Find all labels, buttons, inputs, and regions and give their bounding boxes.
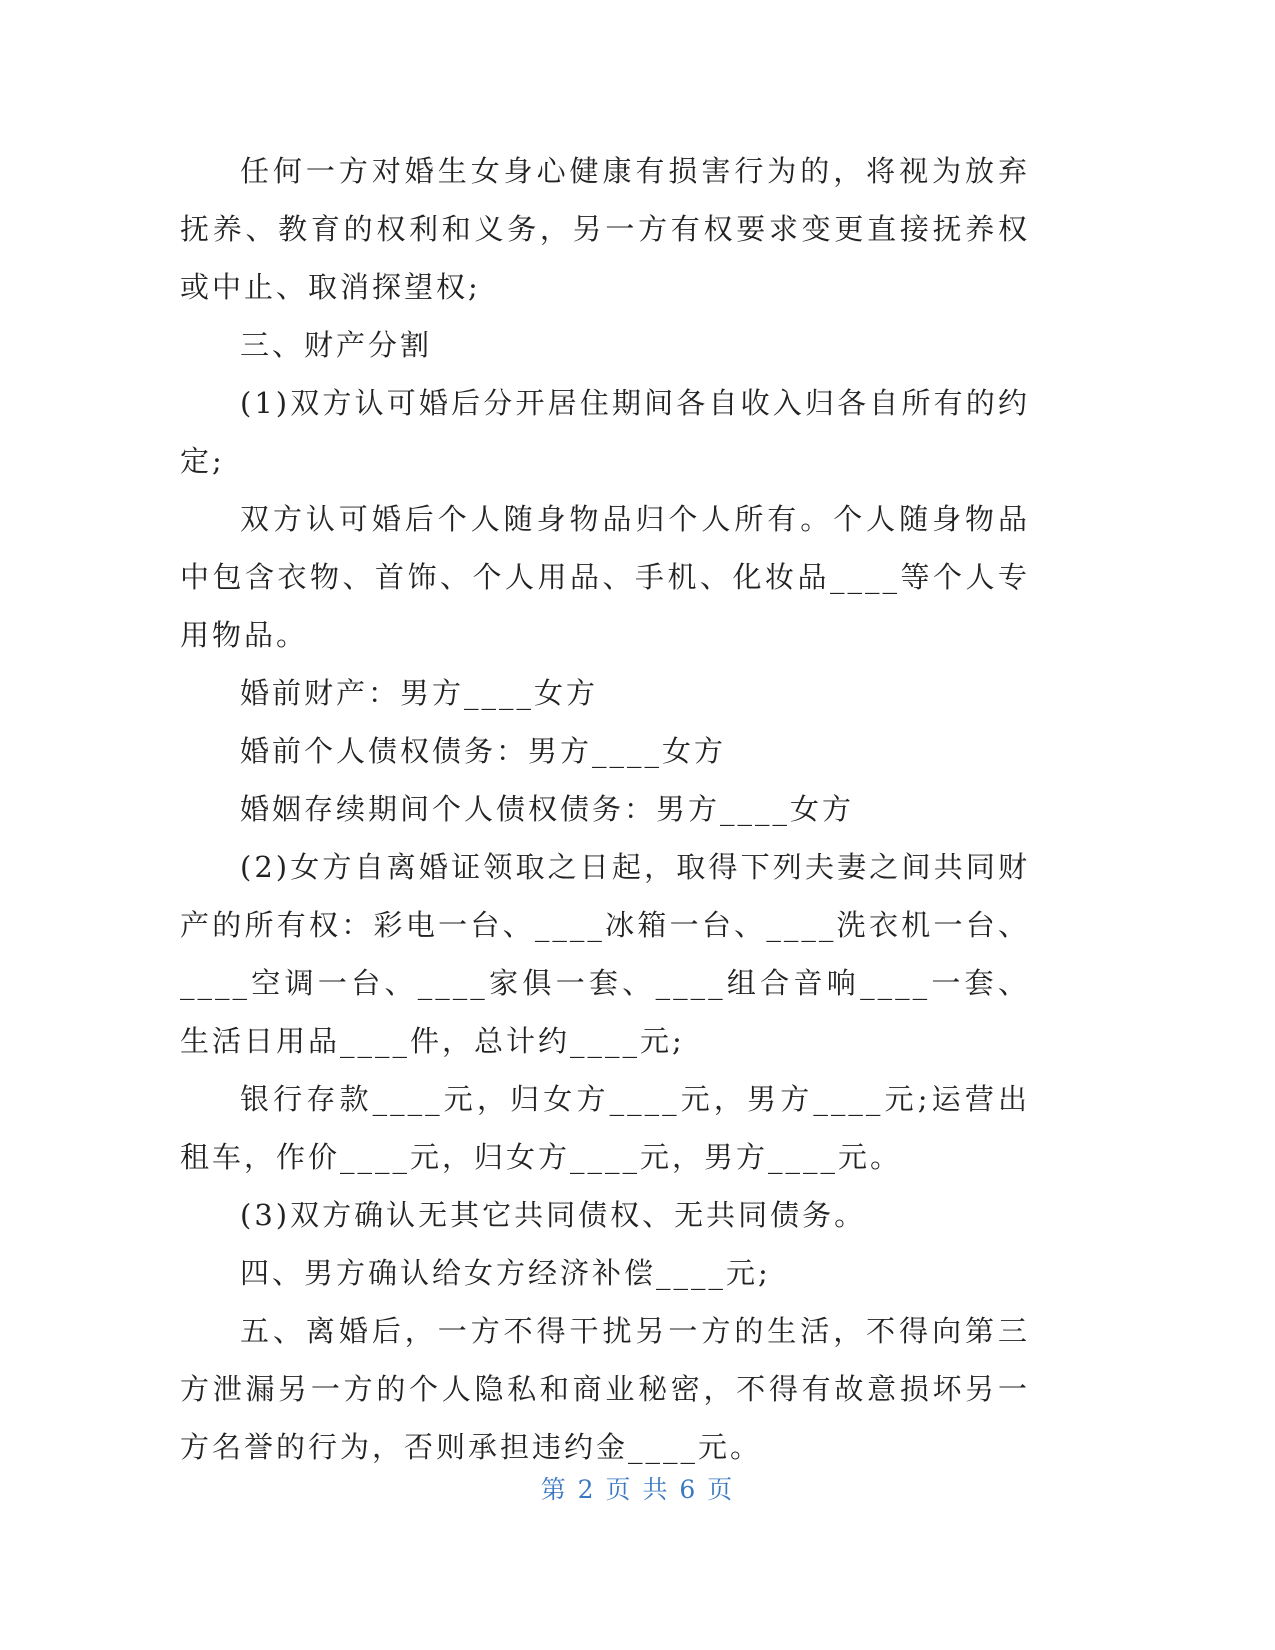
paragraph-income-agreement: (1)双方认可婚后分开居住期间各自收入归各自所有的约定;: [180, 386, 1030, 478]
paragraph-marital-debts: 婚姻存续期间个人债权债务：男方____女方: [240, 792, 855, 826]
paragraph-personal-items: 双方认可婚后个人随身物品归个人所有。个人随身物品中包含衣物、首饰、个人用品、手机、化妆品____等个人专用物品。: [180, 502, 1030, 652]
heading-property-division: 三、财产分割: [240, 328, 433, 362]
paragraph-bank-deposits: 银行存款____元，归女方____元，男方____元;运营出租车，作价____元，归女方____元，男方____元。: [180, 1082, 1030, 1174]
page-number-footer: 第 2 页 共 6 页: [540, 1475, 735, 1504]
document-body: [180, 142, 1030, 1476]
paragraph-compensation: 四、男方确认给女方经济补偿____元;: [240, 1256, 771, 1290]
paragraph-no-joint-debts: (3)双方确认无其它共同债权、无共同债务。: [240, 1198, 867, 1232]
paragraph-joint-property: (2)女方自离婚证领取之日起，取得下列夫妻之间共同财产的所有权：彩电一台、____冰箱一台、____洗衣机一台、____空调一台、____家俱一套、____组合音响____一套、生活日用品____件，总计约____元;: [180, 850, 1030, 1058]
paragraph-premarital-debts: 婚前个人债权债务：男方____女方: [240, 734, 727, 768]
paragraph-custody-clause: 任何一方对婚生女身心健康有损害行为的，将视为放弃抚养、教育的权利和义务，另一方有权要求变更直接抚养权或中止、取消探望权;: [180, 154, 1030, 304]
paragraph-privacy-clause: 五、离婚后，一方不得干扰另一方的生活，不得向第三方泄漏另一方的个人隐私和商业秘密，不得有故意损坏另一方名誉的行为，否则承担违约金____元。: [180, 1314, 1030, 1464]
paragraph-premarital-property: 婚前财产：男方____女方: [240, 676, 599, 710]
